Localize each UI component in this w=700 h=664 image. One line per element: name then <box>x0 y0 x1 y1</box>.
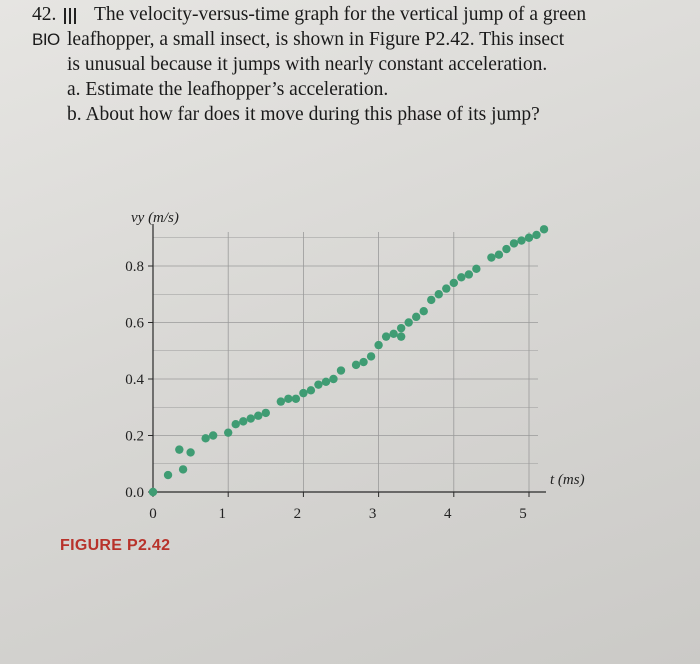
data-point-38 <box>465 270 473 278</box>
data-point-25 <box>374 341 382 349</box>
data-point-26 <box>382 332 390 340</box>
x-axis-label: t (ms) <box>550 472 585 488</box>
x-tick-label-2: 2 <box>293 506 302 522</box>
part-a-text: Estimate the leafhopper’s acceleration. <box>85 79 389 100</box>
data-point-12 <box>262 409 270 417</box>
data-point-4 <box>186 448 194 456</box>
data-point-34 <box>435 290 443 298</box>
data-point-27 <box>389 330 397 338</box>
chart-ticks <box>125 259 529 522</box>
x-tick-label-1: 1 <box>218 506 226 522</box>
data-point-14 <box>284 395 292 403</box>
y-tick-label-0.0: 0.0 <box>125 485 144 501</box>
problem-text-line-2: leafhopper, a small insect, is shown in Figure P2.42. This insect <box>67 29 565 50</box>
part-a-label: a. <box>67 79 81 100</box>
chart-labels <box>131 210 585 488</box>
problem-text-line-1: The velocity-versus-time graph for the vertical jump of a green <box>94 4 587 25</box>
data-point-17 <box>307 386 315 394</box>
data-point-9 <box>239 417 247 425</box>
y-axis-label: vy (m/s) <box>131 210 179 226</box>
chart-grid <box>153 232 538 492</box>
data-point-22 <box>352 361 360 369</box>
x-tick-label-5: 5 <box>519 506 527 522</box>
data-point-21 <box>337 366 345 374</box>
y-tick-label-0.8: 0.8 <box>125 259 144 275</box>
data-point-5 <box>201 434 209 442</box>
x-tick-label-0: 0 <box>149 506 157 522</box>
chart-axes <box>153 224 546 492</box>
data-point-42 <box>502 245 510 253</box>
bio-tag: BIO <box>32 30 60 49</box>
data-point-3 <box>175 445 183 453</box>
data-point-0 <box>149 488 157 496</box>
data-point-41 <box>495 251 503 259</box>
data-point-32 <box>420 307 428 315</box>
y-tick-label-0.6: 0.6 <box>125 315 144 332</box>
data-point-43 <box>510 239 518 247</box>
data-point-31 <box>412 313 420 321</box>
data-point-2 <box>179 465 187 473</box>
data-point-47 <box>540 225 548 233</box>
part-b-text: About how far does it move during this phase of its jump? <box>85 104 540 125</box>
data-point-46 <box>532 231 540 239</box>
data-point-10 <box>247 414 255 422</box>
data-point-37 <box>457 273 465 281</box>
data-point-1 <box>164 471 172 479</box>
x-tick-label-3: 3 <box>368 506 377 522</box>
data-point-24 <box>367 352 375 360</box>
data-point-23 <box>359 358 367 366</box>
data-point-7 <box>224 428 232 436</box>
data-point-40 <box>487 253 495 261</box>
data-point-28 <box>397 332 405 340</box>
data-point-8 <box>232 420 240 428</box>
data-point-6 <box>209 431 217 439</box>
data-point-29 <box>397 324 405 332</box>
data-point-13 <box>277 397 285 405</box>
data-point-30 <box>404 318 412 326</box>
problem-text-line-3: is unusual because it jumps with nearly constant acceleration. <box>67 54 548 75</box>
data-point-16 <box>299 389 307 397</box>
data-point-19 <box>322 378 330 386</box>
data-point-36 <box>450 279 458 287</box>
data-point-44 <box>517 236 525 244</box>
data-point-15 <box>292 395 300 403</box>
data-point-11 <box>254 412 262 420</box>
y-tick-label-0.4: 0.4 <box>125 372 144 388</box>
problem-number: 42. <box>32 4 57 25</box>
x-tick-label-4: 4 <box>444 506 452 522</box>
data-point-20 <box>329 375 337 383</box>
y-tick-label-0.2: 0.2 <box>125 428 144 445</box>
data-point-33 <box>427 296 435 304</box>
data-point-18 <box>314 380 322 388</box>
figure-caption: FIGURE P2.42 <box>60 537 171 554</box>
data-point-35 <box>442 284 450 292</box>
data-point-45 <box>525 234 533 242</box>
part-b-label: b. <box>67 104 82 125</box>
data-point-39 <box>472 265 480 273</box>
